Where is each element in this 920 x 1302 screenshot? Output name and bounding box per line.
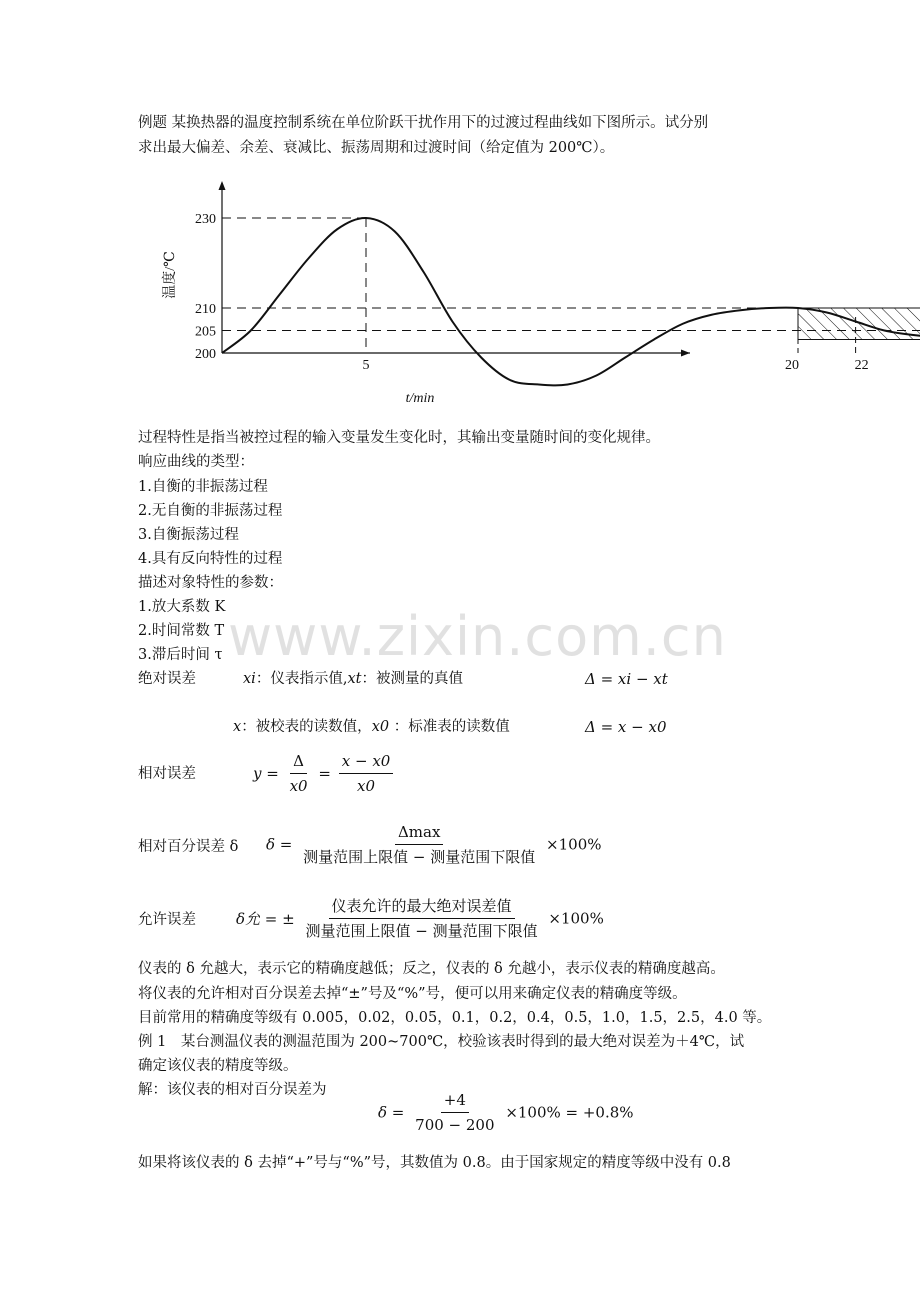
response-curve [222, 218, 920, 385]
text-line-4: 2.无自衡的非振荡过程 [138, 503, 283, 519]
para-line-1: 仪表的 δ 允越大，表示它的精确度越低；反之，仪表的 δ 允越小，表示仪表的精确度越高。 [138, 961, 725, 977]
last-line-1: 如果将该仪表的 δ 去掉“+”号与“%”号，其数值为 0.8。由于国家规定的精度等级中没有 0.8 [138, 1155, 731, 1171]
rel-error-formula: y = $\frac{\Delta}{x0}$ = $\frac{x - x0}{x0}$ [253, 751, 396, 796]
y-tick-230: 230 [195, 212, 216, 227]
y-tick-200: 200 [195, 347, 216, 362]
y-tick-205: 205 [195, 324, 216, 340]
watermark: www.zixin.com.cn [228, 605, 727, 668]
text-line-8: 1.放大系数 K [138, 599, 226, 615]
allow-error-label: 允许误差 [138, 912, 196, 928]
para-line-2: 将仪表的允许相对百分误差去掉“±”号及“%”号，便可以用来确定仪表的精确度等级。 [138, 986, 687, 1002]
text-line-3: 1.自衡的非振荡过程 [138, 479, 268, 495]
text-line-5: 3.自衡振荡过程 [138, 527, 239, 543]
abs-error-formula-1: Δ = xi − xt [585, 670, 668, 688]
text-line-1: 过程特性是指当被控过程的输入变量发生变化时，其输出变量随时间的变化规律。 [138, 430, 660, 446]
transition-curve-chart [150, 175, 869, 410]
text-line-10: 3.滞后时间 τ [138, 647, 223, 663]
x-axis-arrow [681, 350, 690, 357]
x-tick-22: 22 [854, 358, 869, 373]
tolerance-band [798, 308, 920, 340]
abs-error-label: 绝对误差 [138, 671, 196, 687]
rel-pct-error-label: 相对百分误差 δ [138, 839, 239, 855]
solution-formula: δ = $\frac{+4}{700 - 200}$ ×100% = +0.8% [378, 1091, 634, 1134]
text-line-9: 2.时间常数 T [138, 623, 225, 639]
para-line-6: 解：该仪表的相对百分误差为 [138, 1082, 327, 1098]
text-line-6: 4.具有反向特性的过程 [138, 551, 283, 567]
abs-error-desc-2: x：被校表的读数值，x0 ：标准表的读数值 [233, 719, 510, 735]
para-line-4: 例 1 某台测温仪表的测温范围为 200~700℃，校验该表时得到的最大绝对误差为＋4℃，试 [138, 1034, 745, 1050]
y-axis-label: 温度/℃ [163, 251, 178, 299]
problem-line-1: 例题 某换热器的温度控制系统在单位阶跃干扰作用下的过渡过程曲线如下图所示。试分别 [138, 115, 709, 131]
abs-error-desc-1: xi：仪表指示值,xt：被测量的真值 [243, 671, 463, 687]
problem-line-2: 求出最大偏差、余差、衰减比、振荡周期和过渡时间（给定值为 200℃）。 [138, 140, 615, 156]
rel-pct-error-formula: δ = $\frac{\Delta\max}{\text{测量范围上限值 − 测量范围下限值}}$ ×100% [266, 823, 602, 866]
y-tick-210: 210 [195, 302, 216, 317]
x-tick-5: 5 [362, 358, 370, 373]
allow-error-formula: δ允 = ± $\frac{\text{仪表允许的最大绝对误差值}}{\text{测量范围上限值 − 测量范围下限值}}$ ×100% [236, 897, 604, 940]
abs-error-formula-2: Δ = x − x0 [585, 718, 667, 736]
text-line-2: 响应曲线的类型： [138, 454, 254, 470]
x-tick-20: 20 [785, 358, 799, 373]
para-line-3: 目前常用的精确度等级有 0.005，0.02，0.05，0.1，0.2，0.4，0.5，1.0，1.5，2.5，4.0 等。 [138, 1010, 772, 1026]
text-line-7: 描述对象特性的参数： [138, 575, 283, 591]
y-axis-arrow [219, 181, 226, 190]
x-axis-label: t/min [405, 391, 435, 406]
para-line-5: 确定该仪表的精度等级。 [138, 1058, 298, 1074]
rel-error-label: 相对误差 [138, 766, 196, 782]
